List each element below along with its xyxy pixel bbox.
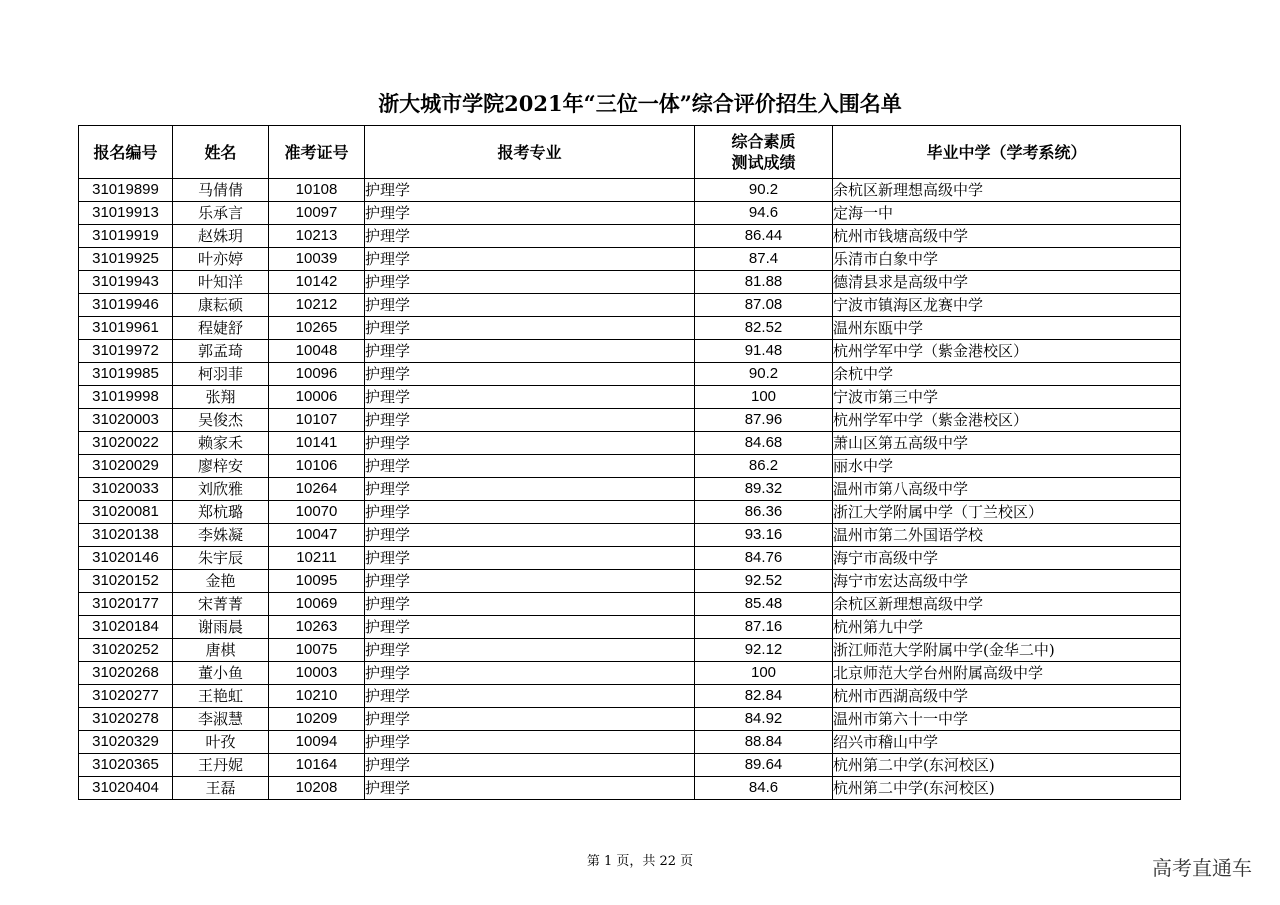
cell-name: 郭孟琦 [173, 340, 269, 363]
cell-id: 31020252 [79, 639, 173, 662]
cell-name: 吴俊杰 [173, 409, 269, 432]
cell-major: 护理学 [365, 271, 695, 294]
cell-score: 100 [695, 386, 833, 409]
cell-school: 杭州第二中学(东河校区) [833, 777, 1181, 800]
cell-exam-number: 10211 [269, 547, 365, 570]
table-body [79, 179, 1181, 800]
table-row [79, 271, 1181, 294]
cell-major: 护理学 [365, 662, 695, 685]
cell-school: 余杭中学 [833, 363, 1181, 386]
cell-id: 31019913 [79, 202, 173, 225]
cell-id: 31020022 [79, 432, 173, 455]
page-title: 浙大城市学院2021年“三位一体”综合评价招生入围名单 [378, 91, 902, 116]
cell-id: 31020404 [79, 777, 173, 800]
table-row [79, 225, 1181, 248]
cell-school: 绍兴市稽山中学 [833, 731, 1181, 754]
cell-major: 护理学 [365, 524, 695, 547]
cell-name: 赖家禾 [173, 432, 269, 455]
cell-school: 温州东瓯中学 [833, 317, 1181, 340]
cell-score: 82.84 [695, 685, 833, 708]
roster-table [78, 125, 1181, 800]
table-row [79, 708, 1181, 731]
cell-id: 31019961 [79, 317, 173, 340]
cell-school: 海宁市宏达高级中学 [833, 570, 1181, 593]
cell-score: 94.6 [695, 202, 833, 225]
cell-name: 董小鱼 [173, 662, 269, 685]
cell-id: 31019972 [79, 340, 173, 363]
table-row [79, 478, 1181, 501]
table-row [79, 547, 1181, 570]
table-row [79, 754, 1181, 777]
cell-score: 87.4 [695, 248, 833, 271]
cell-school: 浙江大学附属中学（丁兰校区） [833, 501, 1181, 524]
cell-id: 31019925 [79, 248, 173, 271]
cell-id: 31020029 [79, 455, 173, 478]
cell-score: 88.84 [695, 731, 833, 754]
cell-exam-number: 10070 [269, 501, 365, 524]
cell-school: 定海一中 [833, 202, 1181, 225]
watermark: 高考直通车 [1152, 856, 1252, 880]
cell-name: 李姝凝 [173, 524, 269, 547]
table-row [79, 685, 1181, 708]
cell-score: 91.48 [695, 340, 833, 363]
cell-major: 护理学 [365, 478, 695, 501]
cell-name: 刘欣雅 [173, 478, 269, 501]
cell-exam-number: 10142 [269, 271, 365, 294]
cell-exam-number: 10265 [269, 317, 365, 340]
cell-score: 93.16 [695, 524, 833, 547]
cell-score: 86.44 [695, 225, 833, 248]
cell-name: 赵姝玥 [173, 225, 269, 248]
header-exam-number: 准考证号 [269, 126, 365, 179]
cell-name: 张翔 [173, 386, 269, 409]
cell-id: 31019943 [79, 271, 173, 294]
cell-id: 31020329 [79, 731, 173, 754]
cell-major: 护理学 [365, 248, 695, 271]
cell-score: 87.08 [695, 294, 833, 317]
table-row [79, 777, 1181, 800]
page-footer: 第 1 页，共 22 页 [586, 854, 694, 869]
table-row [79, 386, 1181, 409]
cell-exam-number: 10108 [269, 179, 365, 202]
header-id: 报名编号 [79, 126, 173, 179]
cell-major: 护理学 [365, 317, 695, 340]
cell-exam-number: 10209 [269, 708, 365, 731]
cell-name: 柯羽菲 [173, 363, 269, 386]
cell-exam-number: 10263 [269, 616, 365, 639]
cell-major: 护理学 [365, 777, 695, 800]
cell-exam-number: 10094 [269, 731, 365, 754]
cell-exam-number: 10096 [269, 363, 365, 386]
cell-name: 康耘硕 [173, 294, 269, 317]
cell-score: 100 [695, 662, 833, 685]
cell-school: 杭州第九中学 [833, 616, 1181, 639]
cell-exam-number: 10213 [269, 225, 365, 248]
cell-exam-number: 10075 [269, 639, 365, 662]
header-school: 毕业中学（学考系统） [833, 126, 1181, 179]
table-row [79, 593, 1181, 616]
cell-score: 84.6 [695, 777, 833, 800]
table-row [79, 639, 1181, 662]
cell-exam-number: 10107 [269, 409, 365, 432]
cell-school: 温州市第二外国语学校 [833, 524, 1181, 547]
cell-major: 护理学 [365, 386, 695, 409]
cell-major: 护理学 [365, 225, 695, 248]
cell-major: 护理学 [365, 547, 695, 570]
cell-major: 护理学 [365, 294, 695, 317]
cell-score: 84.68 [695, 432, 833, 455]
cell-name: 叶知洋 [173, 271, 269, 294]
cell-name: 宋菁菁 [173, 593, 269, 616]
cell-exam-number: 10141 [269, 432, 365, 455]
cell-name: 廖梓安 [173, 455, 269, 478]
cell-id: 31020365 [79, 754, 173, 777]
cell-name: 金艳 [173, 570, 269, 593]
cell-exam-number: 10208 [269, 777, 365, 800]
cell-major: 护理学 [365, 455, 695, 478]
cell-id: 31020138 [79, 524, 173, 547]
cell-id: 31019919 [79, 225, 173, 248]
table-row [79, 317, 1181, 340]
table-header-row [79, 126, 1181, 179]
cell-id: 31020152 [79, 570, 173, 593]
table-row [79, 524, 1181, 547]
cell-exam-number: 10264 [269, 478, 365, 501]
cell-major: 护理学 [365, 754, 695, 777]
cell-major: 护理学 [365, 708, 695, 731]
cell-major: 护理学 [365, 432, 695, 455]
cell-score: 82.52 [695, 317, 833, 340]
cell-school: 余杭区新理想高级中学 [833, 179, 1181, 202]
cell-score: 92.52 [695, 570, 833, 593]
cell-major: 护理学 [365, 202, 695, 225]
cell-exam-number: 10210 [269, 685, 365, 708]
header-score-line1: 综合素质 [731, 132, 796, 151]
cell-school: 乐清市白象中学 [833, 248, 1181, 271]
cell-name: 王磊 [173, 777, 269, 800]
table-row [79, 432, 1181, 455]
cell-id: 31020277 [79, 685, 173, 708]
cell-major: 护理学 [365, 685, 695, 708]
cell-id: 31020146 [79, 547, 173, 570]
header-score-line2: 测试成绩 [731, 153, 796, 172]
table-row [79, 616, 1181, 639]
table-row [79, 340, 1181, 363]
cell-exam-number: 10006 [269, 386, 365, 409]
cell-exam-number: 10048 [269, 340, 365, 363]
cell-id: 31020278 [79, 708, 173, 731]
cell-score: 86.2 [695, 455, 833, 478]
table-row [79, 294, 1181, 317]
cell-exam-number: 10212 [269, 294, 365, 317]
cell-school: 余杭区新理想高级中学 [833, 593, 1181, 616]
table-row [79, 455, 1181, 478]
cell-school: 杭州学军中学（紫金港校区） [833, 340, 1181, 363]
cell-major: 护理学 [365, 179, 695, 202]
cell-major: 护理学 [365, 501, 695, 524]
cell-name: 唐棋 [173, 639, 269, 662]
cell-score: 90.2 [695, 363, 833, 386]
cell-school: 温州市第六十一中学 [833, 708, 1181, 731]
cell-exam-number: 10069 [269, 593, 365, 616]
cell-id: 31020184 [79, 616, 173, 639]
cell-id: 31020177 [79, 593, 173, 616]
cell-school: 萧山区第五高级中学 [833, 432, 1181, 455]
cell-exam-number: 10047 [269, 524, 365, 547]
cell-school: 杭州学军中学（紫金港校区） [833, 409, 1181, 432]
table-row [79, 731, 1181, 754]
cell-exam-number: 10164 [269, 754, 365, 777]
cell-score: 84.92 [695, 708, 833, 731]
cell-id: 31019998 [79, 386, 173, 409]
cell-id: 31020003 [79, 409, 173, 432]
cell-name: 乐承言 [173, 202, 269, 225]
header-name: 姓名 [173, 126, 269, 179]
cell-major: 护理学 [365, 340, 695, 363]
cell-name: 谢雨晨 [173, 616, 269, 639]
cell-name: 程婕舒 [173, 317, 269, 340]
cell-score: 89.64 [695, 754, 833, 777]
cell-school: 宁波市第三中学 [833, 386, 1181, 409]
cell-score: 84.76 [695, 547, 833, 570]
cell-name: 王艳虹 [173, 685, 269, 708]
cell-major: 护理学 [365, 731, 695, 754]
cell-score: 87.96 [695, 409, 833, 432]
cell-score: 86.36 [695, 501, 833, 524]
cell-id: 31019985 [79, 363, 173, 386]
cell-name: 李淑慧 [173, 708, 269, 731]
cell-score: 89.32 [695, 478, 833, 501]
cell-school: 海宁市高级中学 [833, 547, 1181, 570]
cell-school: 杭州市西湖高级中学 [833, 685, 1181, 708]
table-row [79, 248, 1181, 271]
cell-name: 郑杭璐 [173, 501, 269, 524]
cell-major: 护理学 [365, 639, 695, 662]
table-row [79, 363, 1181, 386]
cell-name: 朱宇辰 [173, 547, 269, 570]
header-major: 报考专业 [365, 126, 695, 179]
cell-school: 丽水中学 [833, 455, 1181, 478]
table-row [79, 179, 1181, 202]
cell-score: 92.12 [695, 639, 833, 662]
cell-exam-number: 10097 [269, 202, 365, 225]
cell-score: 90.2 [695, 179, 833, 202]
cell-exam-number: 10106 [269, 455, 365, 478]
cell-score: 81.88 [695, 271, 833, 294]
cell-school: 杭州第二中学(东河校区) [833, 754, 1181, 777]
cell-score: 85.48 [695, 593, 833, 616]
cell-exam-number: 10039 [269, 248, 365, 271]
cell-school: 北京师范大学台州附属高级中学 [833, 662, 1181, 685]
cell-name: 叶孜 [173, 731, 269, 754]
cell-exam-number: 10003 [269, 662, 365, 685]
cell-major: 护理学 [365, 409, 695, 432]
table-row [79, 202, 1181, 225]
cell-school: 温州市第八高级中学 [833, 478, 1181, 501]
header-score [695, 126, 833, 179]
cell-name: 王丹妮 [173, 754, 269, 777]
cell-school: 浙江师范大学附属中学(金华二中) [833, 639, 1181, 662]
table-row [79, 570, 1181, 593]
cell-name: 叶亦婷 [173, 248, 269, 271]
cell-id: 31019946 [79, 294, 173, 317]
cell-major: 护理学 [365, 616, 695, 639]
table-row [79, 501, 1181, 524]
cell-school: 德清县求是高级中学 [833, 271, 1181, 294]
cell-major: 护理学 [365, 363, 695, 386]
cell-id: 31020268 [79, 662, 173, 685]
cell-exam-number: 10095 [269, 570, 365, 593]
table-row [79, 409, 1181, 432]
cell-name: 马倩倩 [173, 179, 269, 202]
cell-school: 宁波市镇海区龙赛中学 [833, 294, 1181, 317]
cell-id: 31020081 [79, 501, 173, 524]
cell-major: 护理学 [365, 570, 695, 593]
cell-id: 31019899 [79, 179, 173, 202]
cell-school: 杭州市钱塘高级中学 [833, 225, 1181, 248]
cell-id: 31020033 [79, 478, 173, 501]
cell-score: 87.16 [695, 616, 833, 639]
cell-major: 护理学 [365, 593, 695, 616]
table-row [79, 662, 1181, 685]
